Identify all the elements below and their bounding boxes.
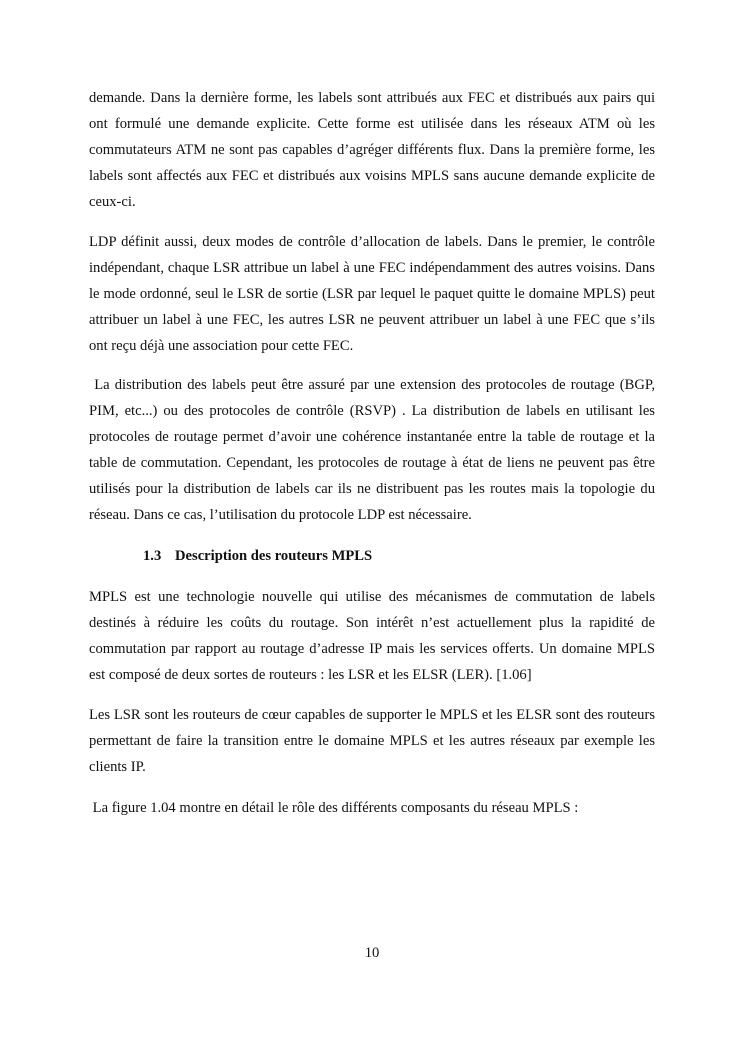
paragraph-ldp-control-modes: LDP définit aussi, deux modes de contrôle d’allocation de labels. Dans le premier, le contrôle indépendant, chaque LSR attribue un label à une FEC indépendamment des autres voisins. Dans le mode ordonné, seul le LSR de sortie (LSR par lequel le paquet quitte le domaine MPLS) peut attribuer un label à une FEC, les autres LSR ne peuvent attribuer un label à une FEC que s’ils ont reçu déjà une association pour cette FEC. xyxy=(89,234,655,354)
section-title: Description des routeurs MPLS xyxy=(175,548,373,564)
paragraph-label-distribution-forms: demande. Dans la dernière forme, les labels sont attribués aux FEC et distribués aux pairs qui ont formulé une demande explicite. Cette forme est utilisée dans les réseaux ATM où les commutateurs ATM ne sont pas capables d’agréger différents flux. Dans la première forme, les labels sont affectés aux FEC et distribués aux voisins MPLS sans aucune demande explicite de ceux-ci. xyxy=(89,90,655,210)
paragraph-routing-protocols-text: La distribution des labels peut être assuré par une extension des protocoles de routage (BGP, PIM, etc...) ou des protocoles de contrôle (RSVP) . La distribution de labels en utilisant les protocoles de routage permet d’avoir une cohérence instantanée entre la table de routage et la table de commutation. Cependant, les protocoles de routage à état de liens ne peuvent pas être utilisés pour la distribution de labels car ils ne distribuent pas les routes mais la topologie du réseau. Dans ce cas, l’utilisation du protocole LDP est nécessaire. xyxy=(89,377,656,523)
paragraph-routing-protocols xyxy=(89,372,655,528)
section-heading xyxy=(143,543,372,569)
paragraph-figure-reference xyxy=(89,795,655,821)
paragraph-figure-reference-text: La figure 1.04 montre en détail le rôle des différents composants du réseau MPLS : xyxy=(92,800,579,816)
page-number: 10 xyxy=(364,945,380,961)
section-number: 1.3 xyxy=(143,548,162,564)
paragraph-mpls-technology: MPLS est une technologie nouvelle qui utilise des mécanismes de commutation de labels destinés à réduire les coûts du routage. Son intérêt n’est actuellement plus la rapidité de commutation par rapport au routage d’adresse IP mais les services offerts. Un domaine MPLS est composé de deux sortes de routeurs : les LSR et les ELSR (LER). [1.06] xyxy=(89,589,655,683)
paragraph-lsr-elsr: Les LSR sont les routeurs de cœur capables de supporter le MPLS et les ELSR sont des routeurs permettant de faire la transition entre le domaine MPLS et les autres réseaux par exemple les clients IP. xyxy=(89,707,655,775)
